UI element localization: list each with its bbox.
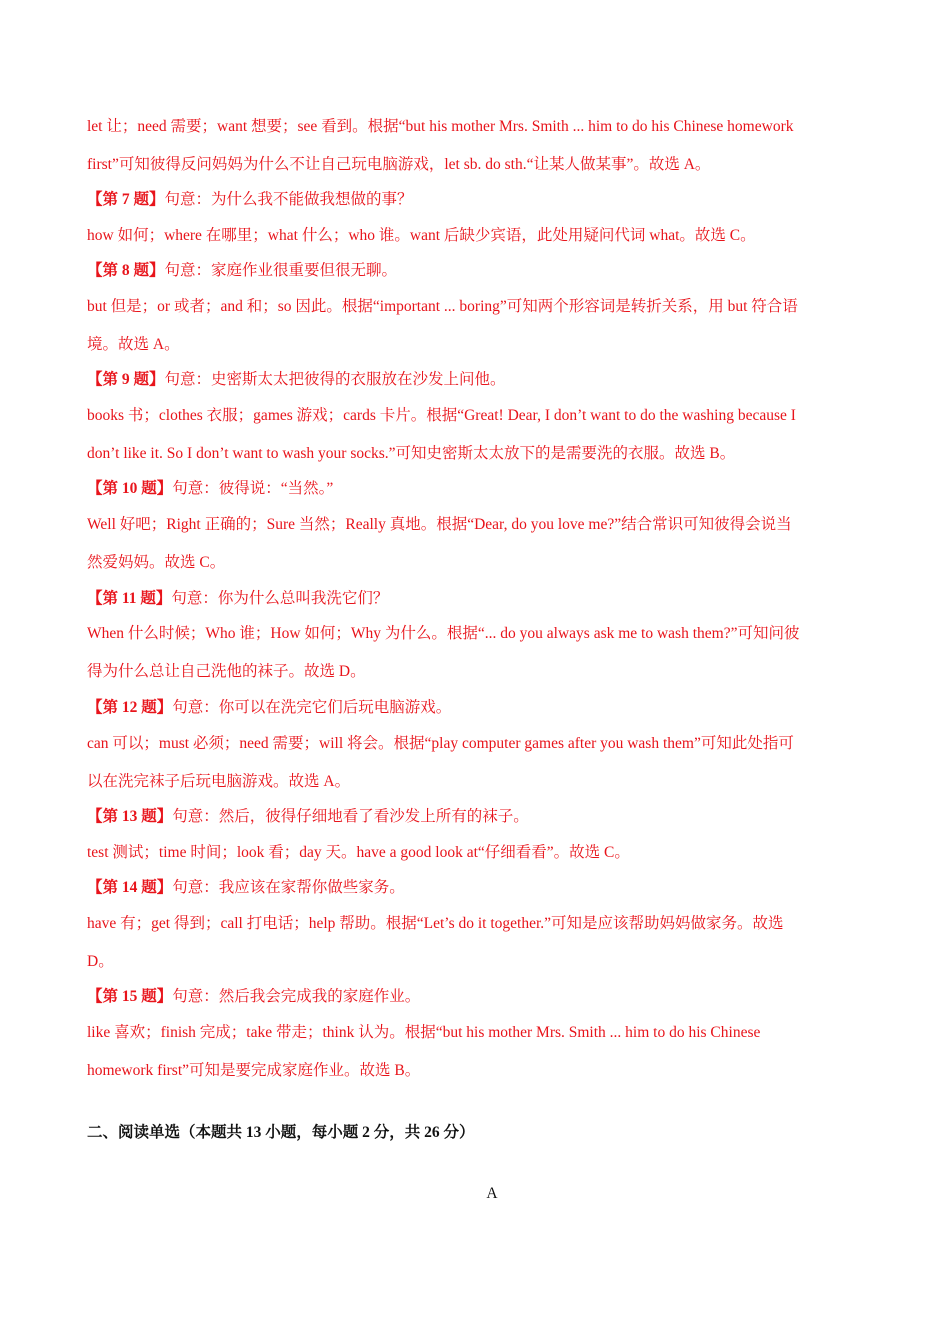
explanation-line	[87, 553, 867, 573]
explanation-text: Well 好吧；Right 正确的；Sure 当然；Really 真地。根据“Dear, do you love me?”结合常识可知彼得会说当	[87, 516, 792, 533]
explanation-line	[87, 624, 867, 644]
explanation-text: 句意：然后我会完成我的家庭作业。	[172, 988, 421, 1005]
explanation-text: 得为什么总让自己洗他的袜子。故选 D。	[87, 663, 366, 680]
explanation-text: like 喜欢；finish 完成；take 带走；think 认为。根据“but his mother Mrs. Smith ... him to do his Chinese	[87, 1024, 761, 1041]
question-number-tag: 【第 8 题】	[87, 262, 165, 279]
section-title: 二、阅读单选（本题共 13 小题，每小题 2 分，共 26 分）	[87, 1124, 475, 1141]
question-heading	[87, 698, 867, 718]
explanation-text: how 如何；where 在哪里；what 什么；who 谁。want 后缺少宾语，此处用疑问代词 what。故选 C。	[87, 227, 756, 244]
explanation-text: D。	[87, 953, 114, 970]
question-number-tag: 【第 10 题】	[87, 480, 173, 497]
explanation-line	[87, 444, 867, 464]
explanation-line	[87, 155, 867, 175]
explanation-text: books 书；clothes 衣服；games 游戏；cards 卡片。根据“Great! Dear, I don’t want to do the washing because I	[87, 407, 796, 424]
explanation-text: let 让；need 需要；want 想要；see 看到。根据“but his mother Mrs. Smith ... him to do his Chinese homework	[87, 118, 794, 135]
question-heading	[87, 479, 867, 499]
explanation-text: don’t like it. So I don’t want to wash your socks.”可知史密斯太太放下的是需要洗的衣服。故选 B。	[87, 445, 736, 462]
question-number-tag: 【第 12 题】	[87, 699, 173, 716]
explanation-line	[87, 226, 867, 246]
explanation-line	[87, 734, 867, 754]
explanation-text: 句意：你可以在洗完它们后玩电脑游戏。	[172, 699, 452, 716]
explanation-text: When 什么时候；Who 谁；How 如何；Why 为什么。根据“... do you always ask me to wash them?”可知问彼	[87, 625, 800, 642]
explanation-line	[87, 914, 867, 934]
question-heading	[87, 261, 867, 281]
explanation-text: first”可知彼得反问妈妈为什么不让自己玩电脑游戏，let sb. do sth.“让某人做某事”。故选 A。	[87, 156, 711, 173]
question-number-tag: 【第 11 题】	[87, 590, 172, 607]
question-heading	[87, 589, 867, 609]
explanation-line	[87, 335, 867, 355]
question-heading	[87, 190, 867, 210]
question-heading	[87, 987, 867, 1007]
explanation-line	[87, 515, 867, 535]
passage-label: A	[486, 1185, 498, 1202]
explanation-text: 境。故选 A。	[87, 336, 180, 353]
explanation-text: 句意：你为什么总叫我洗它们？	[171, 590, 389, 607]
explanation-text: 句意：家庭作业很重要但很无聊。	[164, 262, 398, 279]
explanation-line	[87, 662, 867, 682]
explanation-line	[87, 1023, 867, 1043]
question-heading	[87, 807, 867, 827]
question-number-tag: 【第 7 题】	[87, 191, 165, 208]
question-number-tag: 【第 14 题】	[87, 879, 173, 896]
explanation-text: 句意：然后，彼得仔细地看了看沙发上所有的袜子。	[172, 808, 529, 825]
explanation-line	[87, 843, 867, 863]
explanation-line	[87, 117, 867, 137]
explanation-text: 句意：彼得说：“当然。”	[172, 480, 334, 497]
explanation-text: test 测试；time 时间；look 看；day 天。have a good look at“仔细看看”。故选 C。	[87, 844, 630, 861]
explanation-line	[87, 297, 867, 317]
question-number-tag: 【第 15 题】	[87, 988, 173, 1005]
explanation-line	[87, 952, 867, 972]
explanation-text: have 有；get 得到；call 打电话；help 帮助。根据“Let’s do it together.”可知是应该帮助妈妈做家务。故选	[87, 915, 784, 932]
explanation-text: but 但是；or 或者；and 和；so 因此。根据“important ... boring”可知两个形容词是转折关系，用 but 符合语	[87, 298, 798, 315]
question-heading	[87, 370, 867, 390]
explanation-text: 句意：为什么我不能做我想做的事？	[164, 191, 413, 208]
explanation-text: 句意：我应该在家帮你做些家务。	[172, 879, 405, 896]
explanation-text: 句意：史密斯太太把彼得的衣服放在沙发上问他。	[164, 371, 506, 388]
question-number-tag: 【第 13 题】	[87, 808, 173, 825]
explanation-line	[87, 772, 867, 792]
question-number-tag: 【第 9 题】	[87, 371, 165, 388]
explanation-text: can 可以；must 必须；need 需要；will 将会。根据“play computer games after you wash them”可知此处指可	[87, 735, 794, 752]
explanation-line	[87, 1061, 867, 1081]
explanation-text: 然爱妈妈。故选 C。	[87, 554, 226, 571]
explanation-line	[87, 406, 867, 426]
question-heading	[87, 878, 867, 898]
explanation-text: 以在洗完袜子后玩电脑游戏。故选 A。	[87, 773, 351, 790]
explanation-text: homework first”可知是要完成家庭作业。故选 B。	[87, 1062, 421, 1079]
